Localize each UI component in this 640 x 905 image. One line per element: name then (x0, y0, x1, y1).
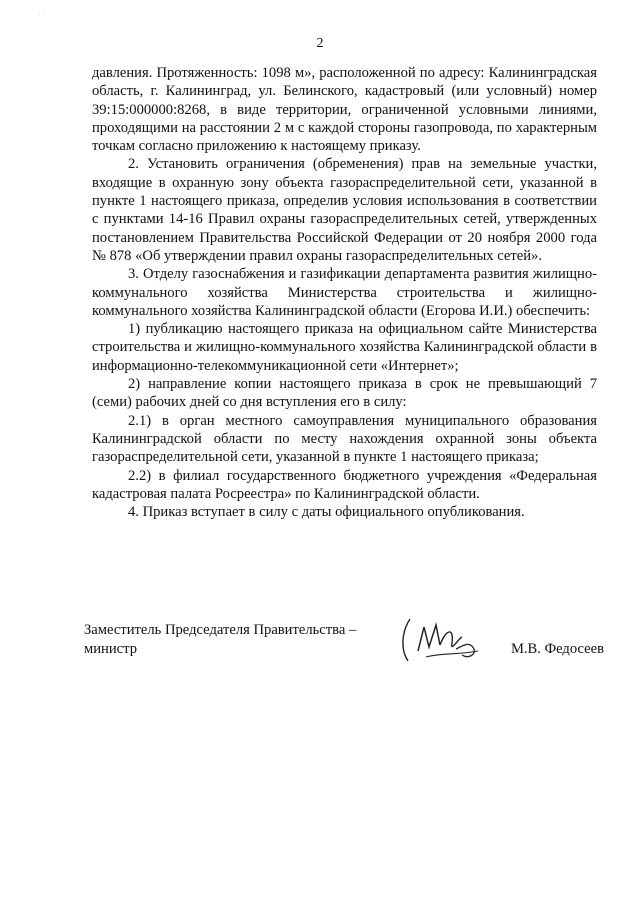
page-number: 2 (316, 36, 324, 51)
signer-title-line-1: Заместитель Председателя Правительства – (84, 622, 357, 638)
signer-name: М.В. Федосеев (510, 641, 604, 657)
paragraph-item-3: 3. Отделу газоснабжения и газификации департамента развития жилищно-коммунального хозяйства Министерства строительства и жилищно-коммунального хозяйства Калининградской области (Егорова И.И.) обеспечить: (92, 266, 597, 319)
handwritten-signature-icon (396, 609, 488, 671)
paragraph-subitem-2-1: 2.1) в орган местного самоуправления муниципального образования Калининградской области по месту нахождения охранной зоны объекта газораспределительной сети, указанной в пункте 1 настоящего приказа; (92, 412, 597, 466)
scan-corner-marks: · · (38, 10, 46, 19)
paragraph-subitem-2-2: 2.2) в филиал государственного бюджетного учреждения «Федеральная кадастровая палата Росреестра» по Калининградской области. (92, 467, 597, 502)
paragraph-continuation: давления. Протяженность: 1098 м», расположенной по адресу: Калининградская область, г. Калининград, ул. Белинского, кадастровый (или условный) номер 39:15:000000:8268, в виде территории, ограниченной условными линиями, проходящими на расстоянии 2 м с каждой стороны газопровода, по характерным точкам согласно приложению к настоящему приказу. (92, 65, 597, 155)
paragraph-item-2: 2. Установить ограничения (обременения) прав на земельные участки, входящие в охранную зону объекта газораспределительной сети, указанной в пункте 1 настоящего приказа, определив условия использования в соответствии с пунктами 14-16 Правил охраны газораспределительных сетей, утвержденных постановлением Правительства Российской Федерации от 20 ноября 2000 года № 878 «Об утверждении правил охраны газораспределительных сетей». (92, 156, 597, 264)
document-body (92, 64, 597, 521)
paragraph-subitem-2: 2) направление копии настоящего приказа в срок не превышающий 7 (семи) рабочих дней со дня вступления его в силу: (92, 376, 597, 411)
signature-block (84, 621, 604, 681)
paragraph-item-4: 4. Приказ вступает в силу с даты официального опубликования. (128, 504, 525, 521)
signer-title (84, 621, 356, 659)
paragraph-subitem-1: 1) публикацию настоящего приказа на официальном сайте Министерства строительства и жилищно-коммунального хозяйства Калининградской области в информационно-телекоммуникационной сети «Интернет»; (92, 321, 597, 374)
signer-title-line-2: министр (84, 641, 137, 657)
